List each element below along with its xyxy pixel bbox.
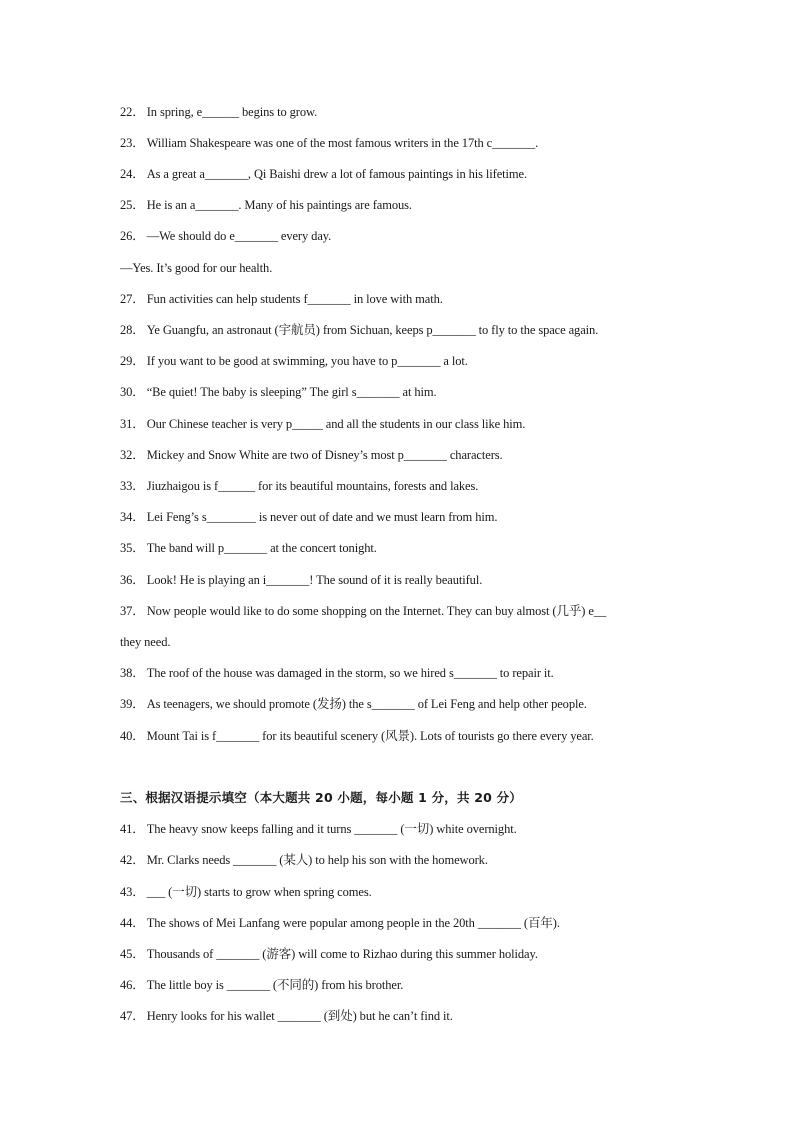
- question-45: 45． Thousands of _______ (游客) will come to Rizhao during this summer holiday.: [120, 947, 538, 961]
- question-26: 26． —We should do e_______ every day.: [120, 229, 332, 243]
- question-31: 31． Our Chinese teacher is very p_____ and all the students in our class like him.: [120, 417, 526, 431]
- question-30: 30． “Be quiet! The baby is sleeping” The girl s_______ at him.: [120, 385, 437, 399]
- question-23: 23． William Shakespeare was one of the most famous writers in the 17th c_______.: [120, 136, 539, 150]
- question-46: 46． The little boy is _______ (不同的) from his brother.: [120, 978, 404, 992]
- question-22: 22． In spring, e______ begins to grow.: [120, 105, 318, 119]
- question-33: 33． Jiuzhaigou is f______ for its beautiful mountains, forests and lakes.: [120, 479, 479, 493]
- section-3-title: 三、根据汉语提示填空（本大题共 20 小题，每小题 1 分，共 20 分）: [120, 790, 522, 805]
- question-42: 42． Mr. Clarks needs _______ (某人) to help his son with the homework.: [120, 853, 488, 867]
- question-37: 37． Now people would like to do some shopping on the Internet. They can buy almost (几乎) e__: [120, 604, 607, 618]
- question-43: 43． ___ (一切) starts to grow when spring comes.: [120, 885, 372, 899]
- question-44: 44． The shows of Mei Lanfang were popular among people in the 20th _______ (百年).: [120, 916, 560, 930]
- question-35: 35． The band will p_______ at the concert tonight.: [120, 541, 377, 555]
- question-37-continued: they need.: [120, 635, 171, 649]
- question-26-reply: —Yes. It’s good for our health.: [120, 261, 273, 275]
- question-40: 40． Mount Tai is f_______ for its beautiful scenery (风景). Lots of tourists go there every year.: [120, 729, 594, 743]
- question-38: 38． The roof of the house was damaged in the storm, so we hired s_______ to repair it.: [120, 666, 554, 680]
- question-36: 36． Look! He is playing an i_______! The sound of it is really beautiful.: [120, 573, 483, 587]
- question-24: 24． As a great a_______, Qi Baishi drew a lot of famous paintings in his lifetime.: [120, 167, 528, 181]
- question-28: 28． Ye Guangfu, an astronaut (宇航员) from Sichuan, keeps p_______ to fly to the space again.: [120, 323, 599, 337]
- question-32: 32． Mickey and Snow White are two of Disney’s most p_______ characters.: [120, 448, 503, 462]
- question-27: 27． Fun activities can help students f_______ in love with math.: [120, 292, 443, 306]
- question-39: 39． As teenagers, we should promote (发扬) the s_______ of Lei Feng and help other people.: [120, 697, 587, 711]
- question-25: 25． He is an a_______. Many of his paintings are famous.: [120, 198, 412, 212]
- question-41: 41． The heavy snow keeps falling and it turns _______ (一切) white overnight.: [120, 822, 517, 836]
- question-34: 34． Lei Feng’s s________ is never out of date and we must learn from him.: [120, 510, 498, 524]
- question-47: 47． Henry looks for his wallet _______ (到处) but he can’t find it.: [120, 1009, 453, 1023]
- question-29: 29． If you want to be good at swimming, you have to p_______ a lot.: [120, 354, 468, 368]
